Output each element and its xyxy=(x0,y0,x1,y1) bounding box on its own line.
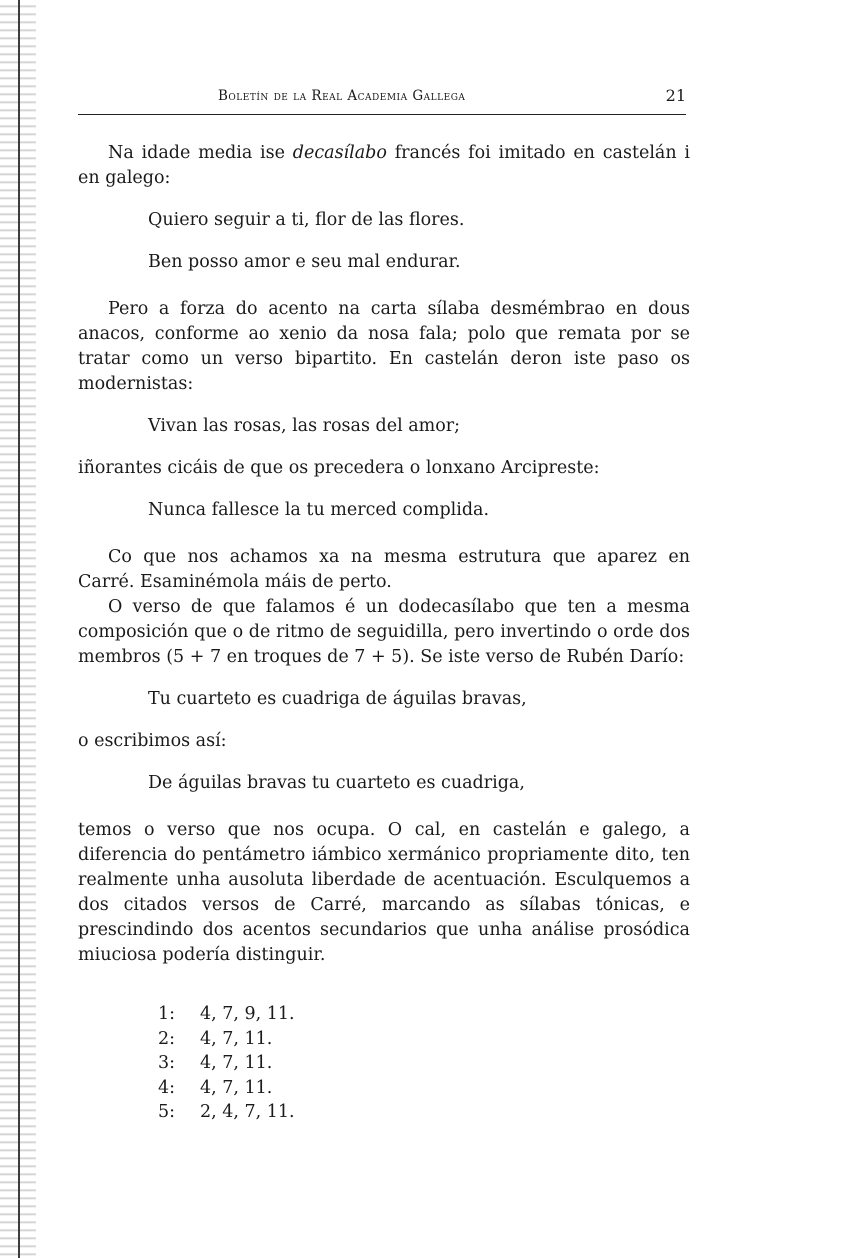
paragraph-3: iñorantes cicáis de que os precedera o lonxano Arcipreste: xyxy=(78,458,600,478)
running-header xyxy=(78,86,688,108)
paragraph-2: Pero a forza do acento na carta sílaba desmémbrao en dous anacos, conforme ao xenio da nosa fala; polo que remata por se tratar como un verso bipartito. En castelán deron iste paso os modernistas: xyxy=(78,299,690,394)
list-item-value: 4, 7, 11. xyxy=(200,1077,273,1098)
list-item-number: 5: xyxy=(158,1102,176,1122)
list-item-number: 1: xyxy=(158,1004,176,1024)
paragraph-1-end: francés foi imitado en castelán i en galego: xyxy=(78,143,691,188)
list-item-value: 4, 7, 11. xyxy=(200,1053,273,1073)
list-item-number: 2: xyxy=(158,1028,176,1049)
paragraph-1-start: Na idade media ise xyxy=(108,143,293,163)
list-item xyxy=(158,1076,690,1101)
paragraph-5: O verso de que falamos é un dodecasílabo que ten a mesma composición que o de ritmo de seguidilla, pero invertindo o orde dos membros (5 + 7 en troques de 7 + 5). Se iste verso de Rubén Darío: xyxy=(78,597,690,667)
page-number: 21 xyxy=(665,86,686,105)
list-item-number: 3: xyxy=(158,1053,176,1073)
verse-quote-1: Quiero seguir a ti, flor de las flores. xyxy=(148,210,465,230)
list-item-value: 2, 4, 7, 11. xyxy=(200,1102,295,1122)
accent-list xyxy=(78,1002,690,1125)
list-item xyxy=(158,1027,690,1052)
emphasis-decasilabo: decasílabo xyxy=(292,143,387,163)
verse-quote-6: De águilas bravas tu cuarteto es cuadriga, xyxy=(148,773,525,793)
paragraph-6: o escribimos así: xyxy=(78,731,227,751)
paragraph-7: temos o verso que nos ocupa. O cal, en castelán e galego, a diferencia do pentámetro iámbico xermánico propriamente dito, ten realmente unha ausoluta liberdade de acentuación. Esculquemos a dos citados versos de Carré, marcando as sílabas tónicas, e prescindindo dos acentos secundarios que unha análise prosódica miuciosa podería distinguir. xyxy=(78,820,690,965)
header-title: Boletín de la Real Academia Gallega xyxy=(218,88,466,104)
verse-quote-4: Nunca fallesce la tu merced complida. xyxy=(148,500,490,520)
list-item-value: 4, 7, 11. xyxy=(200,1028,273,1049)
list-item xyxy=(158,1051,690,1076)
list-item xyxy=(158,1100,690,1125)
list-item xyxy=(158,1002,690,1027)
paragraph-4: Co que nos achamos xa na mesma estrutura que aparez en Carré. Esaminémola máis de perto. xyxy=(78,547,690,592)
verse-quote-2: Ben posso amor e seu mal endurar. xyxy=(148,252,461,272)
list-item-value: 4, 7, 9, 11. xyxy=(200,1004,295,1024)
list-item-number: 4: xyxy=(158,1077,176,1098)
paragraph-1 xyxy=(78,141,690,191)
verse-quote-3: Vivan las rosas, las rosas del amor; xyxy=(148,416,461,436)
binding-line xyxy=(18,0,20,1258)
page-body xyxy=(78,141,690,1125)
verse-quote-5: Tu cuarteto es cuadriga de águilas bravas, xyxy=(148,689,527,709)
header-rule xyxy=(78,114,686,115)
